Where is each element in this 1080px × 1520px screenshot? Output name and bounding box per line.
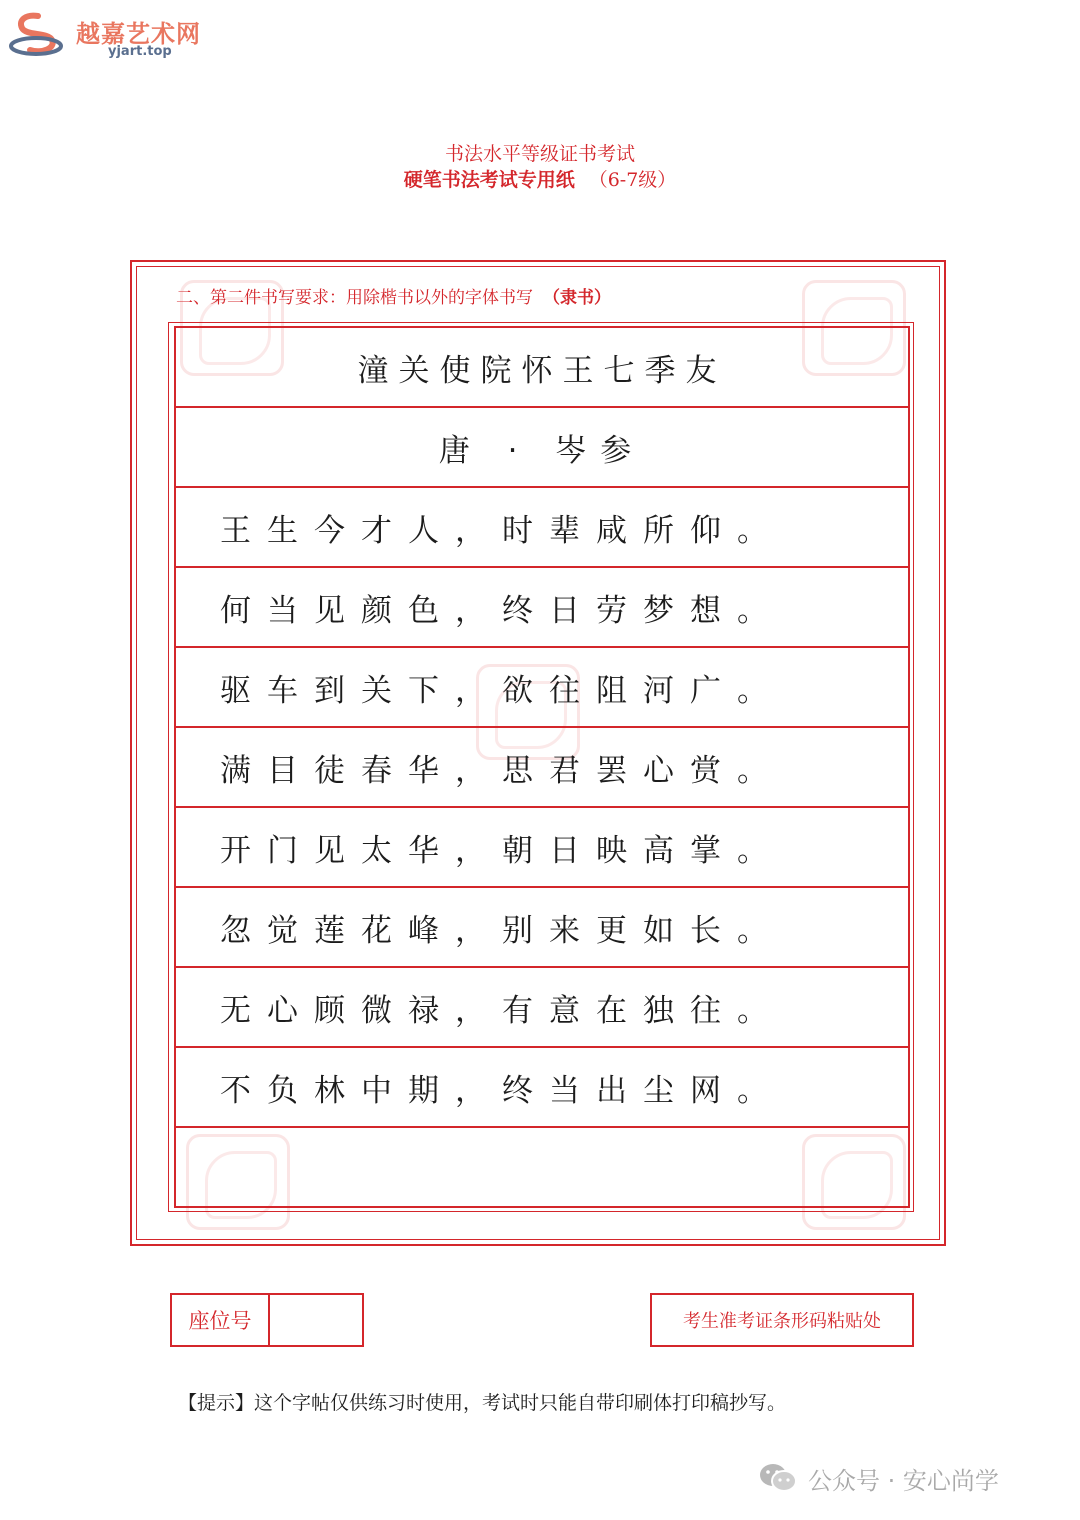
paper-title-text: 硬笔书法考试专用纸 xyxy=(403,169,575,191)
seat-number-field[interactable] xyxy=(270,1295,362,1345)
account-name: 公众号 · 安心尚学 xyxy=(808,1466,999,1495)
verse-row xyxy=(176,808,908,888)
verse-row xyxy=(176,888,908,968)
verse-line: 不负林中期，终当出尘网。 xyxy=(220,1072,784,1109)
verse-row xyxy=(176,568,908,648)
empty-row xyxy=(176,1128,908,1204)
requirement-text: 二、第二件书写要求：用除楷书以外的字体书写 xyxy=(176,288,533,308)
wechat-icon xyxy=(758,1462,798,1494)
poem-author: 唐 · 岑参 xyxy=(438,432,646,469)
verse-line: 何当见颜色，终日劳梦想。 xyxy=(220,592,784,629)
site-watermark-logo xyxy=(8,10,218,60)
logo-swirl-icon xyxy=(8,10,66,56)
site-url: yjart.top xyxy=(108,44,172,59)
poem-title: 潼关使院怀王七季友 xyxy=(357,352,727,389)
verse-row xyxy=(176,648,908,728)
verse-row xyxy=(176,1048,908,1128)
practice-tip: 【提示】这个字帖仅供练习时使用，考试时只能自带印刷体打印稿抄写。 xyxy=(178,1392,787,1414)
verse-row xyxy=(176,728,908,808)
seat-number-label: 座位号 xyxy=(172,1295,270,1345)
paper-title xyxy=(0,165,1080,192)
verse-line: 王生今才人，时辈咸所仰。 xyxy=(220,512,784,549)
verse-line: 满目徒春华，思君罢心赏。 xyxy=(220,752,784,789)
verse-row xyxy=(176,968,908,1048)
exam-title: 书法水平等级证书考试 xyxy=(444,143,635,165)
poem-author-row xyxy=(176,408,908,488)
poem-title-row xyxy=(176,328,908,408)
barcode-label: 考生准考证条形码粘贴处 xyxy=(683,1311,881,1332)
site-name: 越嘉艺术网 xyxy=(76,20,201,48)
verse-line: 驱车到关下，欲往阻河广。 xyxy=(220,672,784,709)
writing-grid xyxy=(174,326,910,1208)
verse-row xyxy=(176,488,908,568)
verse-line: 忽觉莲花峰，别来更如长。 xyxy=(220,912,784,949)
style-tag: （隶书） xyxy=(543,288,611,308)
seat-number-box xyxy=(170,1293,364,1347)
verse-line: 无心顾微禄，有意在独往。 xyxy=(220,992,784,1029)
verse-line: 开门见太华，朝日映高掌。 xyxy=(220,832,784,869)
level-range: （6-7级） xyxy=(588,169,677,191)
wechat-account-footer xyxy=(758,1458,999,1498)
barcode-paste-area xyxy=(650,1293,914,1347)
